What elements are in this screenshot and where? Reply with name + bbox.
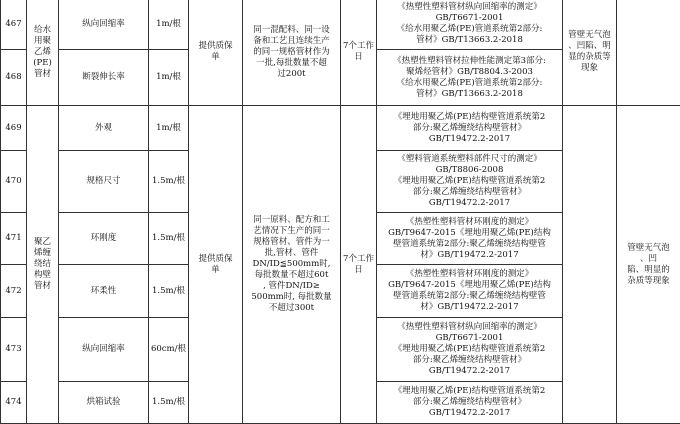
row-number: 467 bbox=[1, 0, 27, 50]
batch-rule: 同一混配料、同一设 备和工艺且连续生产 的同一规格管材作为 一批,每批数量不超 过200t bbox=[243, 0, 341, 106]
test-item: 规格尺寸 bbox=[59, 151, 149, 213]
row-number: 468 bbox=[1, 50, 27, 106]
sample-quantity: 1.5m/根 bbox=[149, 265, 189, 318]
sample-quantity: 1.5m/根 bbox=[149, 151, 189, 213]
test-item: 环柔性 bbox=[59, 265, 149, 318]
sample-quantity: 1.5m/根 bbox=[149, 382, 189, 424]
test-item: 烘箱试验 bbox=[59, 382, 149, 424]
row-number: 473 bbox=[1, 318, 27, 382]
sample-quantity: 1m/根 bbox=[149, 0, 189, 50]
row-number: 471 bbox=[1, 213, 27, 265]
test-item: 环刚度 bbox=[59, 213, 149, 265]
product-name: 聚乙 烯缠 绕结 构壁 管材 bbox=[27, 106, 59, 424]
test-standard: 《热塑性塑料管材纵向回缩率的测定》 GB/T6671-2001 《埋地用聚乙烯(PE)结构壁管道系统第2 部分:聚乙烯缠绕结构壁管材》 GB/T19472.2-2017 bbox=[377, 318, 563, 382]
quality-requirement: 管壁无气泡 、凹陷、明 显的杂质等 现象 bbox=[563, 0, 617, 106]
row-number: 469 bbox=[1, 106, 27, 151]
test-item: 纵向回缩率 bbox=[59, 318, 149, 382]
row-number: 474 bbox=[1, 382, 27, 424]
test-period: 7个工作 日 bbox=[341, 0, 377, 106]
empty-cell bbox=[563, 106, 617, 424]
sample-quantity: 60cm/根 bbox=[149, 318, 189, 382]
sample-quantity: 1m/根 bbox=[149, 50, 189, 106]
quality-requirement: 管壁无气泡 、凹 陷、明显的 杂质等现象 bbox=[617, 106, 680, 424]
row-number: 472 bbox=[1, 265, 27, 318]
test-period: 7个工作 日 bbox=[341, 106, 377, 424]
test-standard: 《埋地用聚乙烯(PE)结构壁管道系统第2 部分:聚乙烯缠绕结构壁管材》 GB/T19472.2-2017 bbox=[377, 106, 563, 151]
sampling-method: 提供质保 单 bbox=[189, 106, 243, 424]
test-standard: 《热塑性塑料管材环刚度的测定》 GB/T9647-2015《埋地用聚乙烯(PE)结构 壁管道系统第2部分:聚乙烯缠绕结构壁管 材》GB/T19472.2-2017 bbox=[377, 213, 563, 265]
remarks-cell bbox=[617, 0, 680, 106]
batch-rule: 同一原料、配方和工 艺情况下生产的同一 规格管材、管件为一 批,管材、管件 DN/ID≦500mm时, 每批数量不超过60t , 管件DN/ID≥ 500mm时, 每批数量 不超过300t bbox=[243, 106, 341, 424]
table-row bbox=[1, 0, 680, 50]
test-item: 断裂伸长率 bbox=[59, 50, 149, 106]
test-standard: 《埋地用聚乙烯(PE)结构壁管道系统第2 部分:聚乙烯缠绕结构壁管材》 GB/T19472.2-2017 bbox=[377, 382, 563, 424]
sample-quantity: 1.5m/根 bbox=[149, 213, 189, 265]
test-item: 外观 bbox=[59, 106, 149, 151]
row-number: 470 bbox=[1, 151, 27, 213]
test-standard: 《热塑性塑料管材纵向回缩率的测定》 GB/T6671-2001 《给水用聚乙烯(PE)管道系统第2部分: 管材》GB/T13663.2-2018 bbox=[377, 0, 563, 50]
test-standard: 《热塑性塑料管材环刚度的测定》 GB/T9647-2015《埋地用聚乙烯(PE)结构 壁管道系统第2部分:聚乙烯缠绕结构壁管 材》GB/T19472.2-2017 bbox=[377, 265, 563, 318]
sampling-method: 提供质保 单 bbox=[189, 0, 243, 106]
product-name: 给水 用聚 乙烯 (PE) 管材 bbox=[27, 0, 59, 106]
test-standard: 《塑料管道系统塑料部件尺寸的测定》 GB/T8806-2008 《埋地用聚乙烯(PE)结构壁管道系统第2 部分:聚乙烯缠绕结构壁管材》 GB/T19472.2-2017 bbox=[377, 151, 563, 213]
test-item: 纵向回缩率 bbox=[59, 0, 149, 50]
table-row bbox=[1, 106, 680, 151]
sample-quantity: 1m/根 bbox=[149, 106, 189, 151]
test-standard: 《热塑性塑料管材拉伸性能测定第3部分: 聚烯烃管材》GB/T8804.3-2003 《给水用聚乙烯(PE)管道系统第2部分: 管材》GB/T13663.2-2018 bbox=[377, 50, 563, 106]
